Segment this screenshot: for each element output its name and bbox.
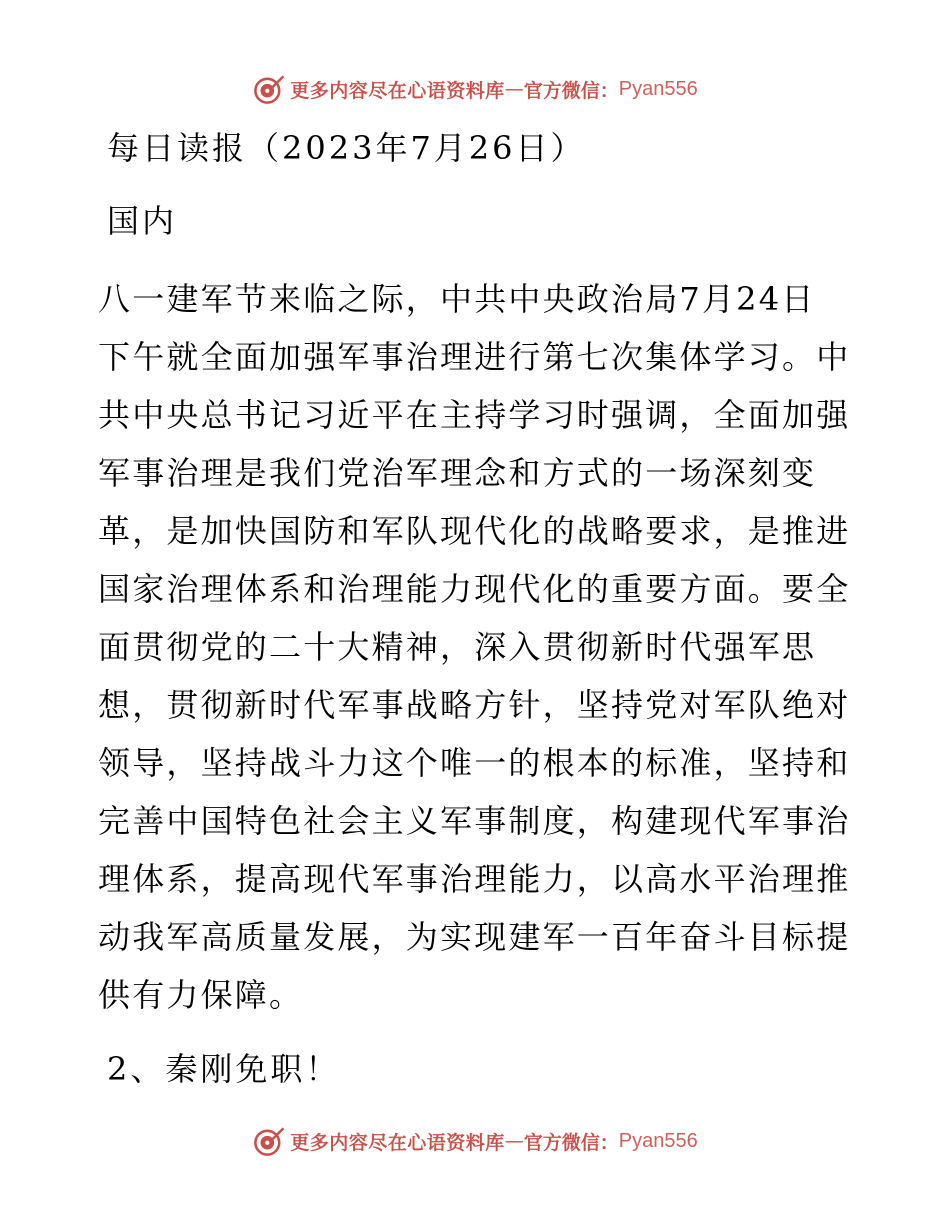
watermark-handle: Pyan556 [618, 77, 698, 100]
paragraph-line: 想，贯彻新时代军事战略方针，坚持党对军队绝对 [98, 686, 851, 724]
paragraph-line: 领导，坚持战斗力这个唯一的根本的标准，坚持和 [98, 744, 851, 782]
paragraph-line: 面贯彻党的二十大精神，深入贯彻新时代强军思 [98, 628, 817, 666]
pen-nib-logo-icon [252, 1124, 286, 1158]
watermark-footer [0, 1124, 950, 1158]
watermark-handle: Pyan556 [618, 1129, 698, 1152]
watermark-label: 官方微信： [523, 79, 619, 102]
paragraph-line: 军事治理是我们党治军理念和方式的一场深刻变 [98, 454, 817, 492]
paragraph-line: 理体系，提高现代军事治理能力，以高水平治理推 [98, 860, 851, 898]
paragraph-line: 下午就全面加强军事治理进行第七次集体学习。中 [98, 338, 851, 376]
paragraph-line: 动我军高质量发展，为实现建军一百年奋斗目标提 [98, 918, 851, 956]
paragraph-line: 八一建军节来临之际，中共中央政治局7月24日 [98, 280, 816, 318]
watermark-separator: — [504, 78, 524, 100]
news-item-heading: 2、秦刚免职！ [107, 1050, 341, 1088]
watermark-main-text: 更多内容尽在心语资料库 [290, 79, 505, 102]
paragraph-line: 共中央总书记习近平在主持学习时强调，全面加强 [98, 396, 851, 434]
paragraph-line: 供有力保障。 [98, 976, 304, 1014]
news-paragraph [98, 270, 858, 1024]
watermark-header [0, 72, 950, 106]
paragraph-line: 革，是加快国防和军队现代化的战略要求，是推进 [98, 512, 851, 550]
watermark-main-text: 更多内容尽在心语资料库 [290, 1131, 505, 1154]
section-heading: 国内 [107, 202, 178, 240]
pen-nib-logo-icon [252, 72, 286, 106]
watermark-separator: — [504, 1130, 524, 1152]
paragraph-line: 国家治理体系和治理能力现代化的重要方面。要全 [98, 570, 851, 608]
paragraph-line: 完善中国特色社会主义军事制度，构建现代军事治 [98, 802, 851, 840]
document-title: 每日读报（2023年7月26日） [107, 129, 586, 167]
watermark-label: 官方微信： [523, 1131, 619, 1154]
